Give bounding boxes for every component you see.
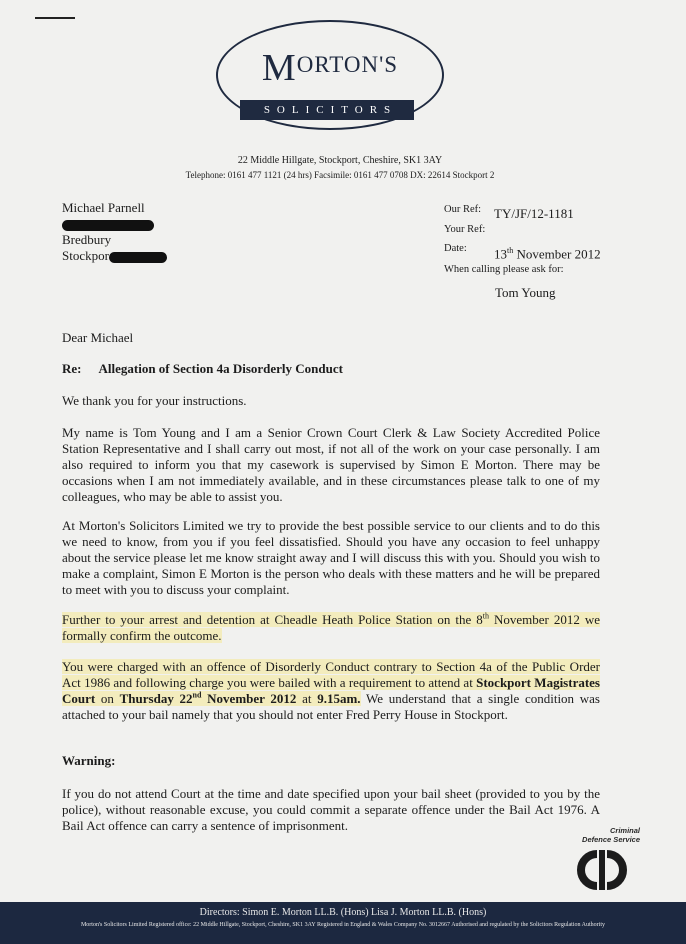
recipient-city-line: [62, 248, 167, 264]
contact-name: Tom Young: [495, 285, 556, 300]
date-label: Date:: [444, 243, 467, 254]
our-ref-value: TY/JF/12-1181: [494, 206, 574, 221]
paragraph-introduction: My name is Tom Young and I am a Senior Crown Court Clerk & Law Society Accredited Police Station Representative and I shall carry out most, if not all of the work on your case personally. I am also required to inform you that my casework is supervised by Simon E Morton. There may be occasions when I am not immediately available, and in these circumstances please talk to one of my colleagues, who may be able to assist you.: [62, 425, 600, 504]
criminal-defence-service-logo-icon: [575, 848, 629, 892]
paragraph-arrest: Further to your arrest and detention at Cheadle Heath Police Station on the 8th November 2012 we formally confirm the outcome.: [62, 611, 601, 643]
footer-directors: Directors: Simon E. Morton LL.B. (Hons) Lisa J. Morton LL.B. (Hons): [199, 907, 487, 918]
your-ref-label: Your Ref:: [444, 224, 486, 235]
recipient-name: Michael Parnell: [62, 200, 145, 215]
redaction-mark: [62, 220, 154, 231]
letter-footer: [0, 902, 686, 944]
re-label: Re:: [62, 361, 82, 376]
redaction-mark: [109, 252, 167, 263]
firm-logo-name: MORTON'S: [261, 47, 399, 89]
recipient-line-redacted: [62, 216, 167, 232]
corner-mark: [35, 17, 75, 19]
cds-label: [570, 826, 640, 844]
recipient-city: Stockpor: [62, 248, 109, 263]
calling-label: When calling please ask for:: [444, 264, 564, 275]
letter-date: 13th November 2012: [494, 246, 601, 262]
cds-label-line2: Defence Service: [582, 835, 640, 844]
cds-label-line1: Criminal: [609, 826, 640, 835]
firm-contact: Telephone: 0161 477 1121 (24 hrs) Facsimile: 0161 477 0708 DX: 22614 Stockport 2: [185, 170, 495, 180]
recipient-town: Bredbury: [62, 232, 112, 247]
paragraph-thanks: We thank you for your instructions.: [62, 393, 247, 408]
recipient-address: [62, 200, 167, 264]
paragraph-charge: You were charged with an offence of Disorderly Conduct contrary to Section 4a of the Public Order Act 1986 and following charge you were bailed with a requirement to attend at Stockport Magistrates Court on Thursday 22nd November 2012 at 9.15am. We understand that a single condition was attached to your bail namely that you should not enter Fred Perry House in Stockport.: [62, 659, 600, 722]
re-subject: Allegation of Section 4a Disorderly Conduct: [98, 361, 343, 376]
our-ref-label: Our Ref:: [444, 204, 482, 215]
firm-logo-subtitle: SOLICITORS: [240, 100, 414, 120]
footer-registered-office: Morton's Solicitors Limited Registered office: 22 Middle Hillgate, Stockport, Cheshire, SK1 3AY Registered in England & Wales Company No. 3012667 Authorised and regulated by the Solicitors Regulation Authority: [80, 922, 606, 928]
firm-address: 22 Middle Hillgate, Stockport, Cheshire, SK1 3AY: [237, 155, 443, 166]
paragraph-complaints: At Morton's Solicitors Limited we try to provide the best possible service to our clients and to do this we need to know, from you if you feel dissatisfied. Should you have any occasion to feel unhappy about the service please let me know straight away and I will discuss this with you. Should you wish to make a complaint, Simon E Morton is the person who deals with these matters and he will be prepared to meet with you to discuss your complaint.: [62, 518, 600, 597]
subject-line: [62, 361, 600, 377]
warning-heading: Warning:: [62, 753, 116, 768]
salutation: Dear Michael: [62, 330, 134, 345]
paragraph-warning: If you do not attend Court at the time and date specified upon your bail sheet (provided to you by the police), without reasonable excuse, you could commit a separate offence under the Bail Act 1976. A Bail Act offence can carry a sentence of imprisonment.: [62, 786, 600, 833]
